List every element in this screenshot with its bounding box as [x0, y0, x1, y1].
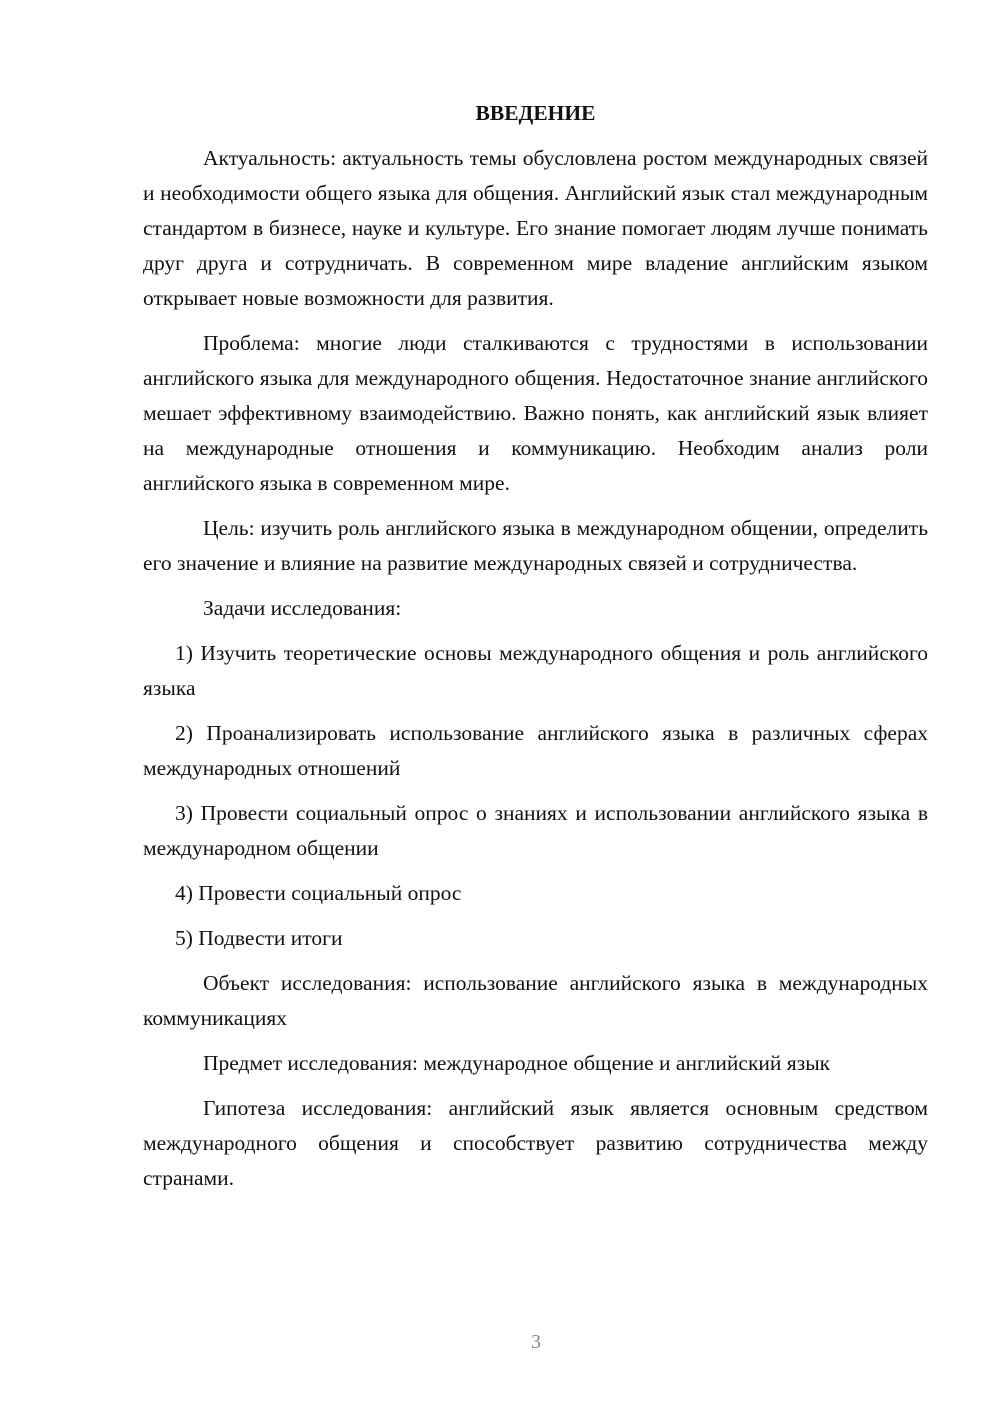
research-object-paragraph: Объект исследования: использование английского языка в международных коммуникациях	[143, 971, 928, 1030]
goal-paragraph: Цель: изучить роль английского языка в международном общении, определить его значение и влияние на развитие международных связей и сотрудничества.	[143, 516, 928, 575]
relevance-paragraph: Актуальность: актуальность темы обусловлена ростом международных связей и необходимости общего языка для общения. Английский язык стал международным стандартом в бизнесе, науке и культуре. Его знание помогает людям лучше понимать друг друга и сотрудничать. В современном мире владение английским языком открывает новые возможности для развития.	[143, 146, 928, 310]
task-item-1: 1) Изучить теоретические основы международного общения и роль английского языка	[143, 641, 928, 700]
section-title: ВВЕДЕНИЕ	[475, 101, 596, 125]
problem-paragraph: Проблема: многие люди сталкиваются с трудностями в использовании английского языка для международного общения. Недостаточное знание английского мешает эффективному взаимодействию. Важно понять, как английский язык влияет на международные отношения и коммуникацию. Необходим анализ роли английского языка в современном мире.	[143, 331, 928, 495]
tasks-heading: Задачи исследования:	[203, 596, 402, 620]
research-subject-paragraph: Предмет исследования: международное общение и английский язык	[203, 1051, 831, 1075]
task-item-4: 4) Провести социальный опрос	[175, 881, 462, 905]
hypothesis-paragraph: Гипотеза исследования: английский язык является основным средством международного общения и способствует развитию сотрудничества между странами.	[143, 1096, 928, 1190]
task-item-5: 5) Подвести итоги	[175, 926, 343, 950]
task-item-3: 3) Провести социальный опрос о знаниях и использовании английского языка в международном общении	[143, 801, 928, 860]
page-number: 3	[531, 1331, 541, 1353]
task-item-2: 2) Проанализировать использование английского языка в различных сферах международных отношений	[143, 721, 928, 780]
page-content	[143, 96, 928, 1206]
